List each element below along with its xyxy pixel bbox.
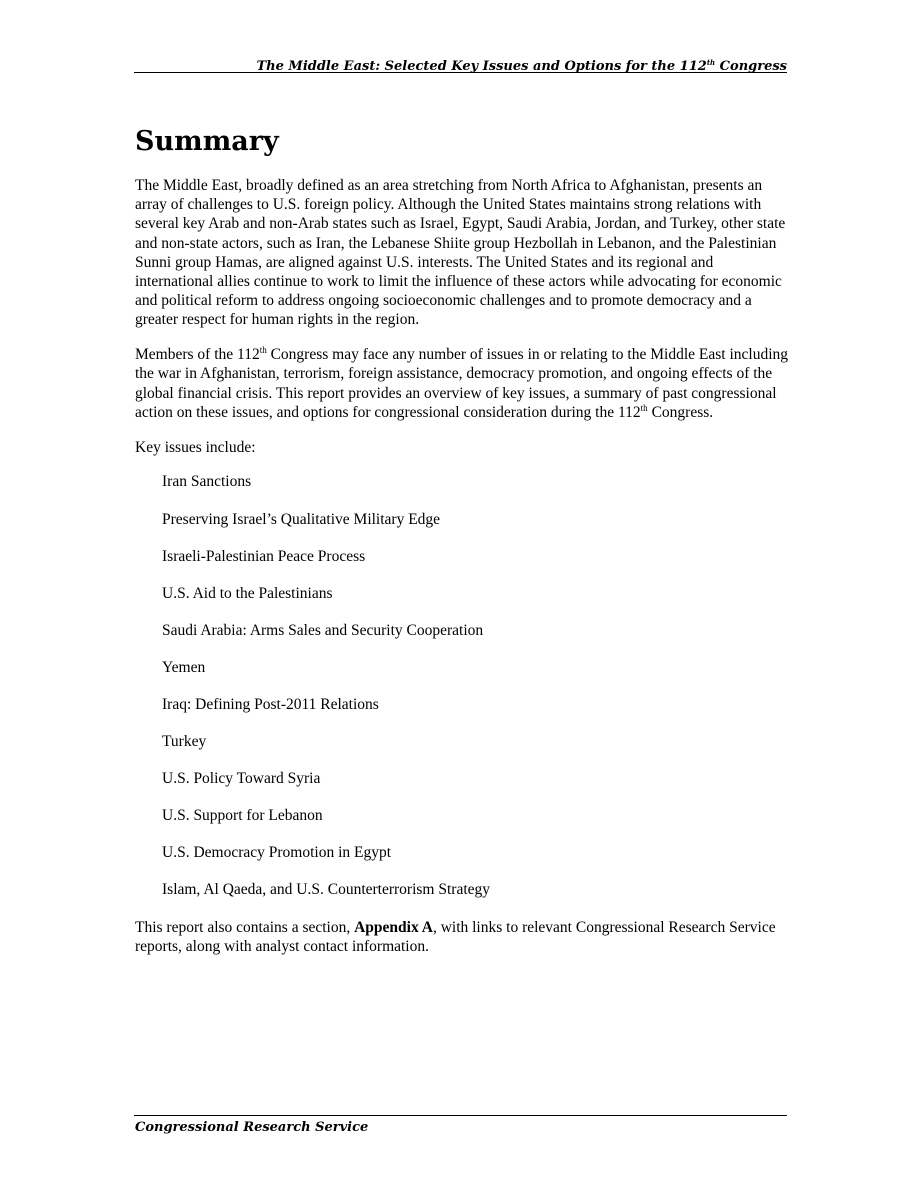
congress-paragraph [135,345,789,422]
running-header-ordinal: th [706,58,716,67]
ordinal-suffix: th [259,345,267,356]
congress-paragraph-text: Congress. [647,403,714,421]
list-item: Preserving Israel’s Qualitative Military Edge [162,510,441,528]
closing-text: This report also contains a section, [135,918,355,936]
list-item: U.S. Aid to the Palestinians [162,584,333,602]
appendix-reference: Appendix A [354,918,433,936]
intro-paragraph: The Middle East, broadly defined as an area stretching from North Africa to Afghanistan, presents an array of challenges to U.S. foreign policy. Although the United States maintains strong relations with several key Arab and non-Arab states such as Israel, Egypt, Saudi Arabia, Jordan, and Turkey, other state and non-state actors, such as Iran, the Lebanese Shiite group Hezbollah in Lebanon, and the Palestinian Sunni group Hamas, are aligned against U.S. interests. The United States and its regional and international allies continue to work to limit the influence of these actors while advocating for economic and political reform to address ongoing socioeconomic challenges and to promote democracy and a greater respect for human rights in the region. [135,177,786,329]
list-item: Iraq: Defining Post-2011 Relations [162,695,379,713]
page-title: Summary [135,126,279,157]
list-item: Iran Sanctions [162,473,252,491]
body-text [135,176,789,972]
running-header-text: The Middle East: Selected Key Issues and Options for the 112 [256,59,707,74]
list-item: Saudi Arabia: Arms Sales and Security Cooperation [162,621,484,639]
congress-paragraph-text: Members of the 112 [135,346,260,364]
closing-paragraph [135,918,789,956]
list-item: Yemen [162,658,206,676]
closing-text: , with links to relevant Congressional Research Service reports, along with analyst contact information. [135,918,776,955]
running-header-text-end: Congress [715,59,787,74]
ordinal-suffix: th [640,402,648,413]
list-item: U.S. Democracy Promotion in Egypt [162,844,392,862]
list-item: Islam, Al Qaeda, and U.S. Counterterrorism Strategy [162,881,491,899]
list-item: U.S. Policy Toward Syria [162,770,321,788]
list-item: Turkey [162,733,207,751]
key-issues-intro: Key issues include: [135,438,256,456]
running-footer: Congressional Research Service [135,1120,369,1135]
key-issues-list [135,472,789,899]
list-item: Israeli-Palestinian Peace Process [162,547,366,565]
list-item: U.S. Support for Lebanon [162,807,323,825]
header-divider [134,72,787,73]
congress-paragraph-text: Congress may face any number of issues in or relating to the Middle East including the war in Afghanistan, terrorism, foreign assistance, democracy promotion, and ongoing effects of the global financial crisis. This report provides an overview of key issues, a summary of past congressional action on these issues, and options for congressional consideration during the 112 [135,346,789,421]
footer-divider [134,1115,787,1116]
